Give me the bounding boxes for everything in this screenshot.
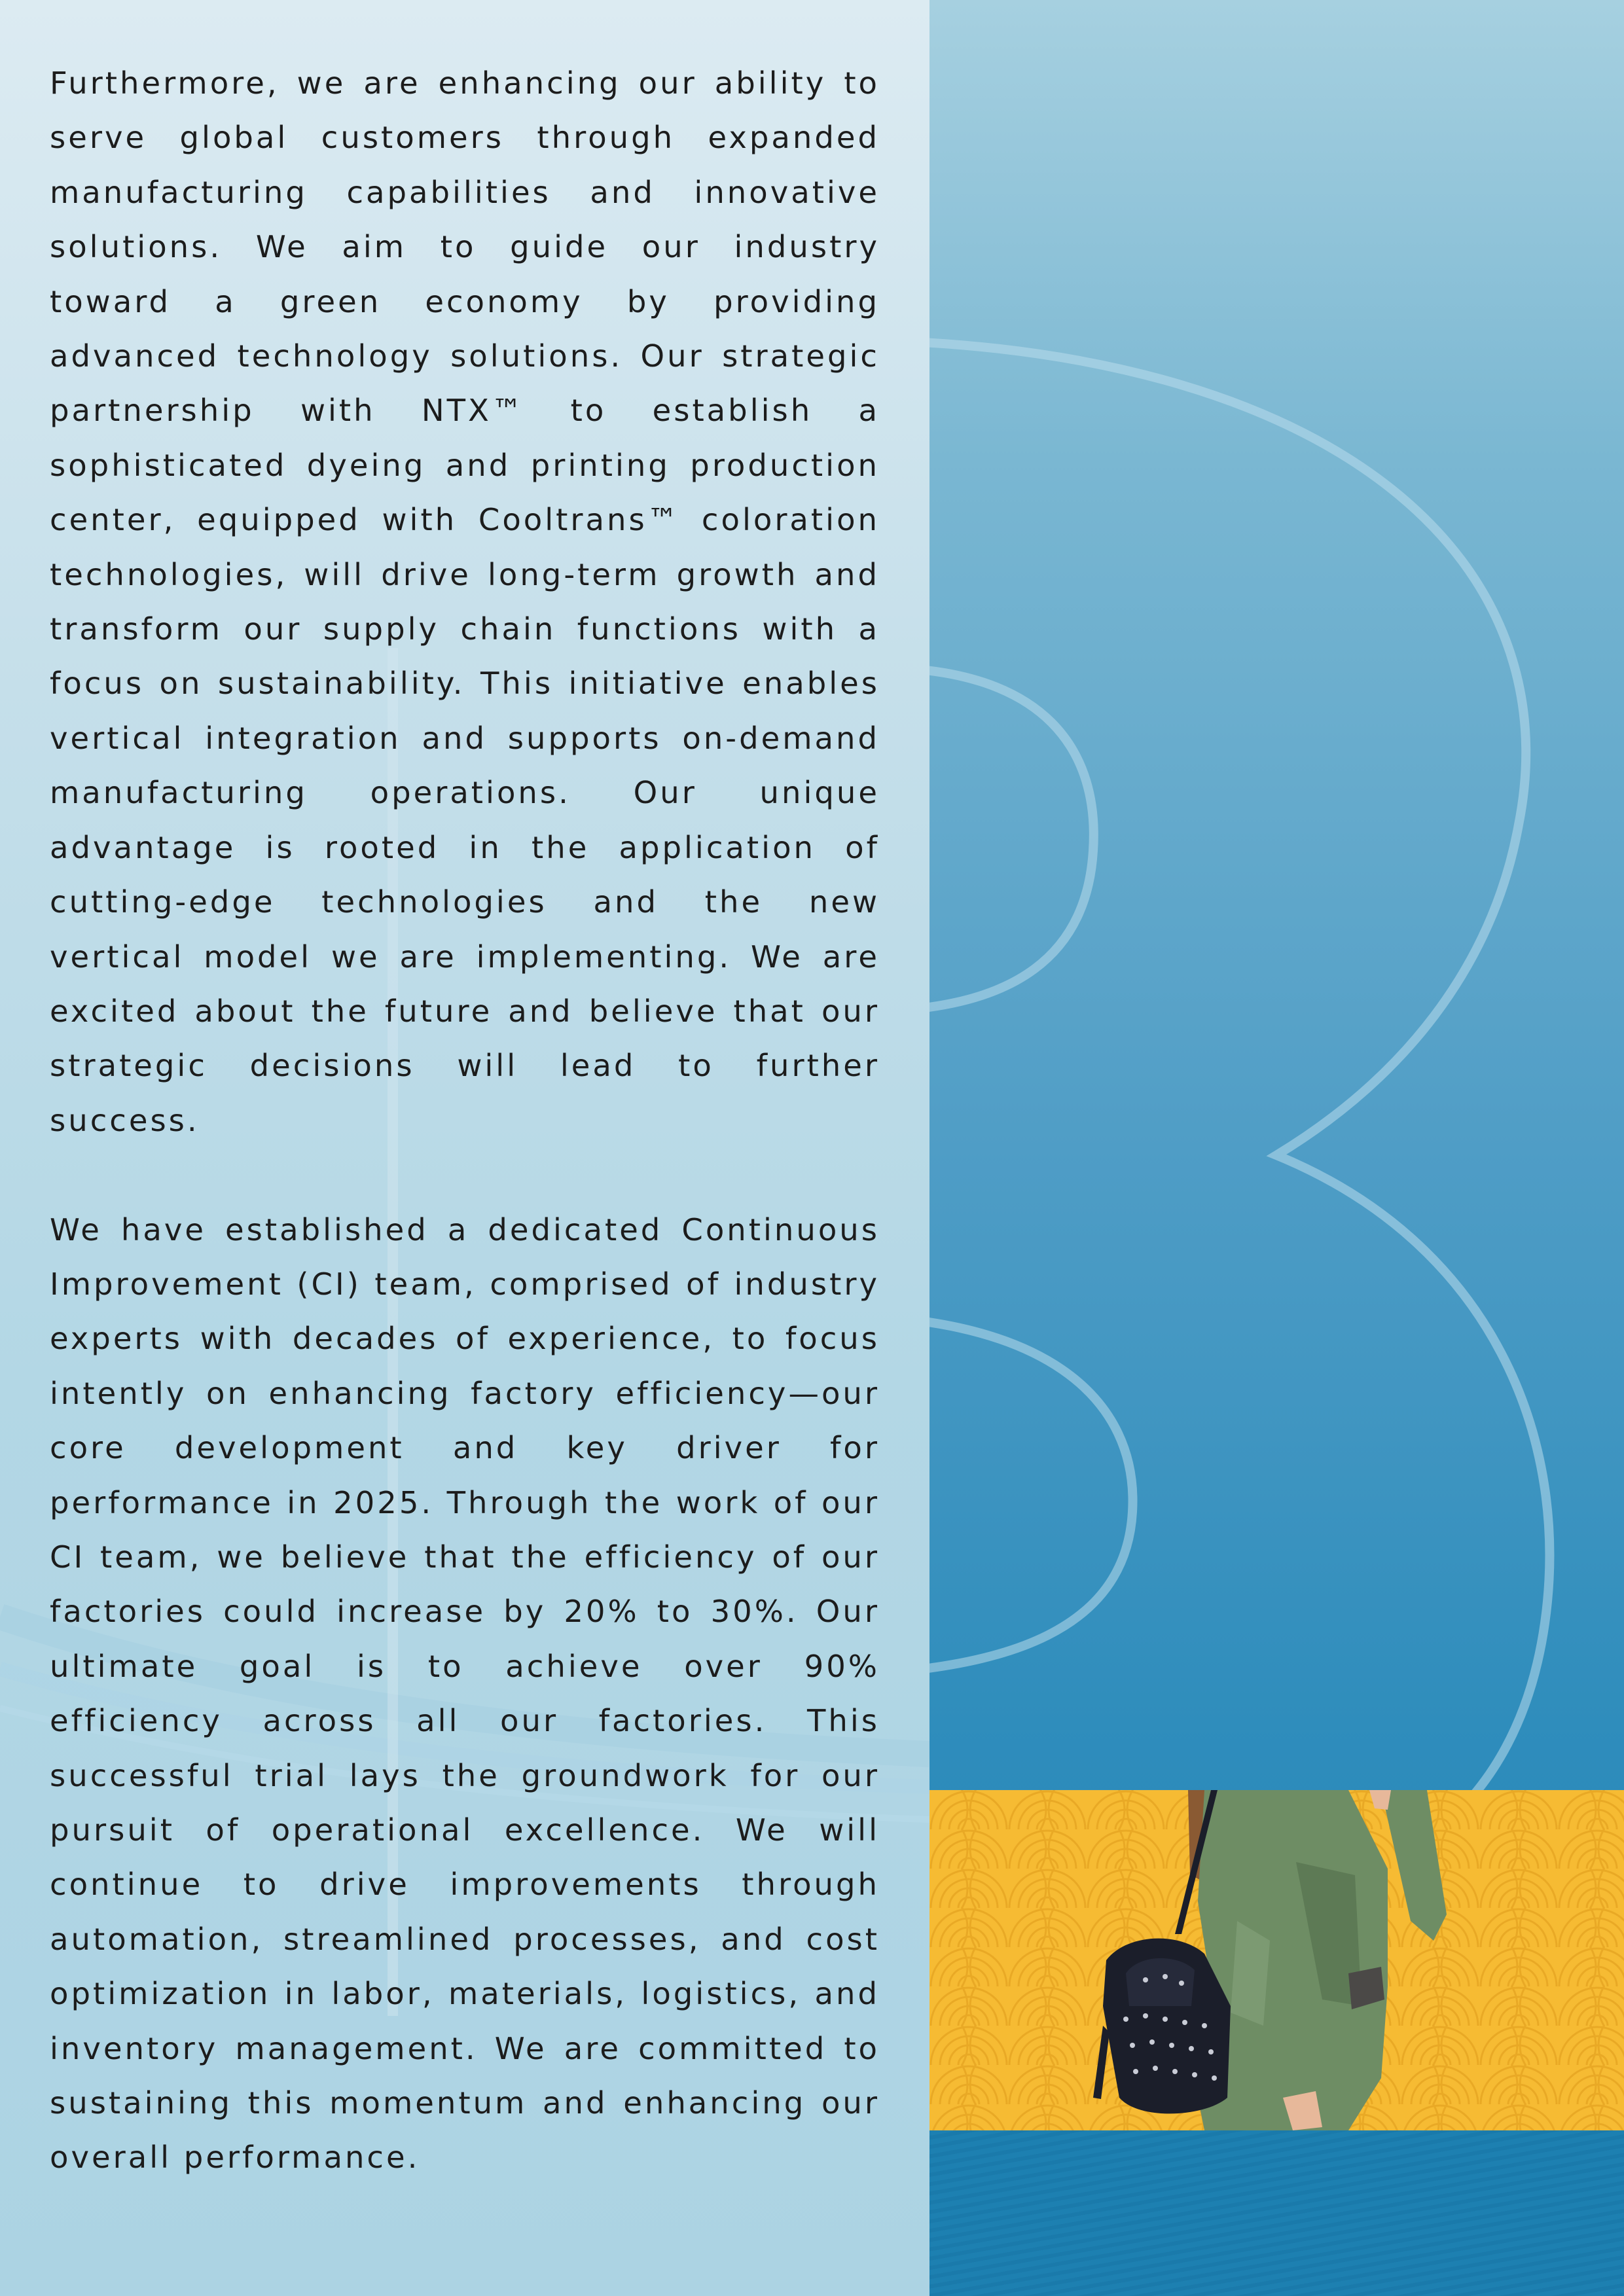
woman-in-green-jacket-with-backpack-icon bbox=[929, 1790, 1624, 2130]
paragraph-strategy: Furthermore, we are enhancing our ability to serve global customers through expanded manufacturing capabilities and innovative solutions. We aim to guide our industry toward a green economy by providing advanced technology solutions. Our strategic partnership with NTX™ to establish a sophisticated dyeing and printing production center, equipped with Cooltrans™ coloration technologies, will drive long-term growth and transform our supply chain functions with a focus on sustainability. This initiative enables vertical integration and supports on-demand manufacturing operations. Our unique advantage is rooted in the application of cutting-edge technologies and the new vertical model we are implementing. We are excited about the future and believe that our strategic decisions will lead to further success. bbox=[50, 65, 880, 1138]
paragraph-ci-team: We have established a dedicated Continuous Improvement (CI) team, comprised of industry experts with decades of experience, to focus intently on enhancing factory efficiency—our core development and key driver for performance in 2025. Through the work of our CI team, we believe that the efficiency of our factories could increase by 20% to 30%. Our ultimate goal is to achieve over 90% efficiency across all our factories. This successful trial lays the groundwork for our pursuit of operational excellence. We will continue to drive improvements through automation, streamlined processes, and cost optimization in labor, materials, logistics, and inventory management. We are committed to sustaining this momentum and enhancing our overall performance. bbox=[50, 1211, 880, 2176]
footer-strip bbox=[929, 2130, 1624, 2296]
body-text bbox=[50, 56, 880, 2185]
fashion-photo bbox=[929, 1790, 1624, 2130]
